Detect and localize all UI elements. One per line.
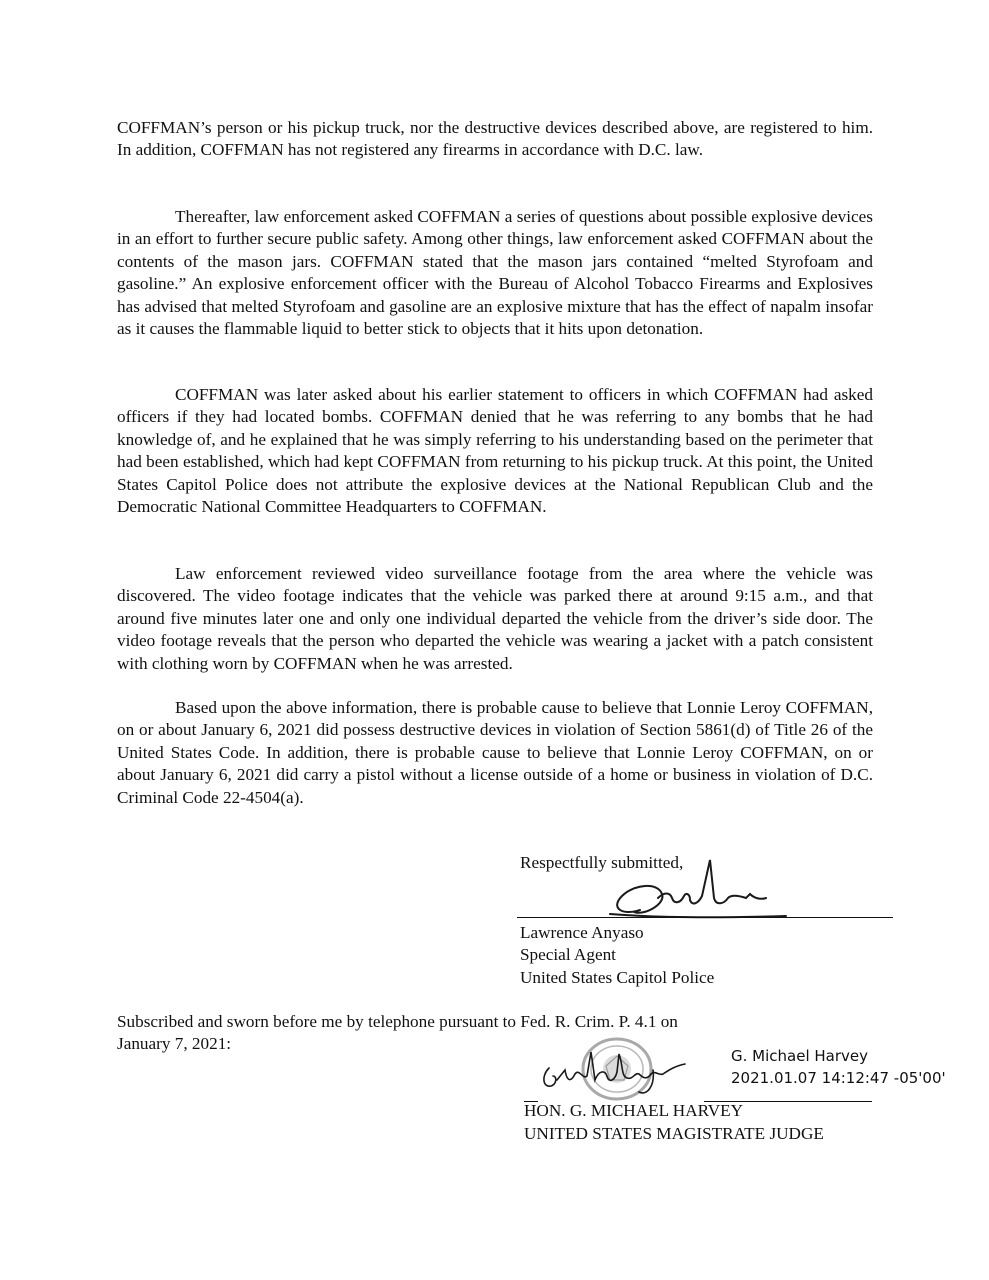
agent-handwritten-signature xyxy=(600,858,790,926)
judge-handwritten-signature xyxy=(535,1040,705,1100)
paragraph-video-footage: Law enforcement reviewed video surveillance footage from the area where the vehicle was discovered. The video footage indicates that the vehicle was parked there at around 9:15 a.m., and that around five minutes later one and only one individual departed the vehicle from the driver’s side door. The video footage reveals that the person who departed the vehicle was wearing a jacket with a patch consistent with clothing worn by COFFMAN when he was arrested. xyxy=(117,564,873,673)
judge-title: UNITED STATES MAGISTRATE JUDGE xyxy=(524,1124,824,1143)
signature-line xyxy=(517,917,893,918)
digital-signature-timestamp: 2021.01.07 14:12:47 -05'00' xyxy=(731,1069,946,1087)
officer-title: Special Agent xyxy=(520,945,616,965)
digital-signer-name: G. Michael Harvey xyxy=(731,1047,868,1065)
judge-name: HON. G. MICHAEL HARVEY xyxy=(524,1101,744,1120)
judge-info xyxy=(524,1099,824,1145)
officer-agency: United States Capitol Police xyxy=(520,967,715,987)
paragraph-bombs-statement: COFFMAN was later asked about his earlier statement to officers in which COFFMAN had asked officers if they had located bombs. COFFMAN denied that he was referring to any bombs that he had knowledge of, and he explained that he was simply referring to his understanding based on the perimeter that had been established, which had kept COFFMAN from returning to his pickup truck. At this point, the United States Capitol Police does not attribute the explosive devices at the National Republican Club and the Democratic National Committee Headquarters to COFFMAN. xyxy=(117,385,873,517)
sworn-line-1: Subscribed and sworn before me by telephone pursuant to Fed. R. Crim. P. 4.1 on xyxy=(117,1012,678,1031)
paragraph-mason-jars: Thereafter, law enforcement asked COFFMAN a series of questions about possible explosive devices in an effort to further secure public safety. Among other things, law enforcement asked COFFMAN about the contents of the mason jars. COFFMAN stated that the mason jars contained “melted Styrofoam and gasoline.” An explosive enforcement officer with the Bureau of Alcohol Tobacco Firearms and Explosives has advised that melted Styrofoam and gasoline are an explosive mixture that has the effect of napalm insofar as it causes the flammable liquid to better stick to objects that it hits upon detonation. xyxy=(117,207,873,339)
officer-name: Lawrence Anyaso xyxy=(520,923,644,942)
paragraph-probable-cause: Based upon the above information, there is probable cause to believe that Lonnie Leroy COFFMAN, on or about January 6, 2021 did possess destructive devices in violation of Section 5861(d) of Title 26 of the United States Code. In addition, there is probable cause to believe that Lonnie Leroy COFFMAN, on or about January 6, 2021 did carry a pistol without a license outside of a home or business in violation of D.C. Criminal Code 22-4504(a). xyxy=(117,698,873,807)
paragraph-registration: COFFMAN’s person or his pickup truck, nor the destructive devices described above, are registered to him. In addition, COFFMAN has not registered any firearms in accordance with D.C. law. xyxy=(117,118,873,160)
digital-signature-stamp xyxy=(731,1045,946,1089)
sworn-line-2: January 7, 2021: xyxy=(117,1034,232,1054)
officer-info xyxy=(520,922,714,989)
signature-closing: Respectfully submitted, xyxy=(520,853,684,872)
